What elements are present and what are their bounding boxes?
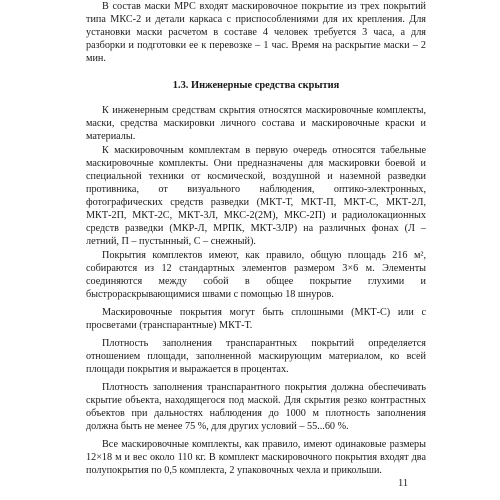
paragraph-engineering-means: К инженерным средствам скрытия относятся маскировочные комплекты, маски, средства маскировки личного состава и маскировочные краски и материалы. [86,105,426,142]
document-page [86,0,426,477]
paragraph-cover-types: Маскировочные покрытия могут быть сплошными (МКТ-С) или с просветами (транспарантные) МКТ-Т. [86,307,426,331]
section-heading: 1.3. Инженерные средства скрытия [172,80,340,91]
paragraph-camouflage-kits: К маскировочным комплектам в первую очередь относятся табельные маскировочные комплекты. Они предназначены для маскировки боевой и специальной техники от космической, воздушной и наземной разведки противника, от визуального наблюдения, оптико-электронных, фотографических средств разведки (МКТ-Т, МКТ-П, МКТ-С, МКТ-2Л, МКТ-2П, МКТ-2С, МКТ-3Л, МКС-2(2М), МКС-2П) и радиолокационных средств разведки (МКР-Л, МРПК, МКТ-3ЛР) на различных фонах (Л – летний, П – пустынный, С – снежный). [86,145,426,247]
paragraph-fill-requirement: Плотность заполнения транспарантного покрытия должна обеспечивать скрытие объекта, находящегося под маской. Для скрытия резко контрастных объектов при дальностях наблюдения до 1000 м плотность заполнения должна быть не менее 75 %, для других условий – 55...60 %. [86,382,426,432]
paragraph-mrs-mask: В состав маски МРС входят маскировочное покрытие из трех покрытий типа МКС-2 и детали каркаса с приспособлениями для их крепления. Для установки маски расчетом в составе 4 человек требуется 3 часа, а для разборки и подготовки ее к перевозке – 1 час. Время на раскрытие маски – 2 мин. [86,1,426,64]
paragraph-kit-coverage: Покрытия комплектов имеют, как правило, общую площадь 216 м², собираются из 12 стандартных элементов размером 3×6 м. Элементы соединяются между собой в общее покрытие глухими и быстрораскрывающимися швами с помощью 18 шнуров. [86,250,426,300]
paragraph-fill-density: Плотность заполнения транспарантных покрытий определяется отношением площади, заполненной маскирующим материалом, ко всей площади покрытия и выражается в процентах. [86,338,426,375]
page-number: 11 [398,478,409,489]
paragraph-kit-dimensions: Все маскировочные комплекты, как правило, имеют одинаковые размеры 12×18 м и вес около 110 кг. В комплект маскировочного покрытия входят два полупокрытия по 0,5 комплекта, 2 упаковочных чехла и прикольши. [86,439,426,476]
